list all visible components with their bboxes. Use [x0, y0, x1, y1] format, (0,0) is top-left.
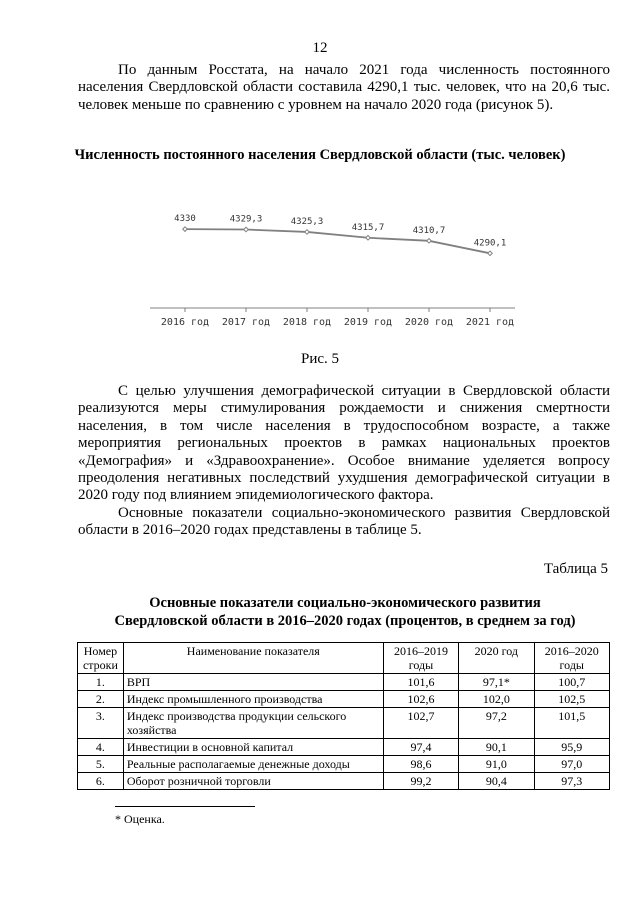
data-point	[488, 251, 493, 256]
value-2020: 97,2	[459, 708, 534, 739]
data-label: 4330	[174, 214, 196, 225]
value-2016-2020: 100,7	[534, 674, 609, 691]
table-row	[78, 691, 610, 708]
value-2016-2019: 99,2	[383, 773, 458, 790]
indicators-table	[77, 642, 610, 790]
table-title	[0, 594, 640, 630]
figure-caption: Рис. 5	[300, 351, 340, 367]
data-label: 4325,3	[290, 216, 324, 227]
header-row-number: Номер строки	[78, 643, 124, 674]
row-number: 3.	[78, 708, 124, 739]
value-2016-2019: 102,6	[383, 691, 458, 708]
indicator-name: Индекс производства продукции сельского хозяйства	[123, 708, 383, 739]
x-tick-label: 2020 год	[404, 317, 454, 328]
footnote-divider	[115, 806, 255, 807]
table-title-line-1: Основные показатели социально-экономического развития	[149, 595, 541, 611]
data-point	[366, 236, 371, 241]
value-2016-2020: 95,9	[534, 739, 609, 756]
data-label: 4290,1	[473, 238, 507, 249]
row-number: 1.	[78, 674, 124, 691]
value-2016-2019: 98,6	[383, 756, 458, 773]
header-2016-2020: 2016–2020 годы	[534, 643, 609, 674]
value-2016-2020: 97,3	[534, 773, 609, 790]
footnote: * Оценка.	[115, 812, 165, 826]
header-2016-2019: 2016–2019 годы	[383, 643, 458, 674]
chart-title: Численность постоянного населения Свердловской области (тыс. человек)	[74, 147, 566, 163]
table-reference-paragraph: Основные показатели социально-экономического развития Свердловской области в 2016–2020 годах представлены в таблице 5.	[78, 505, 610, 539]
value-2020: 90,1	[459, 739, 534, 756]
value-2016-2020: 102,5	[534, 691, 609, 708]
value-2016-2020: 101,5	[534, 708, 609, 739]
table-row	[78, 773, 610, 790]
page-number: 12	[312, 40, 328, 56]
x-tick-label: 2016 год	[160, 317, 210, 328]
table-label: Таблица 5	[543, 561, 608, 577]
indicator-name: Инвестиции в основной капитал	[123, 739, 383, 756]
table-row	[78, 739, 610, 756]
indicator-name: ВРП	[123, 674, 383, 691]
indicator-name: Реальные располагаемые денежные доходы	[123, 756, 383, 773]
value-2016-2020: 97,0	[534, 756, 609, 773]
demography-paragraph: С целью улучшения демографической ситуации в Свердловской области реализуются меры стимулирования рождаемости и снижения смертности населения, в том числе населения в трудоспособном возрасте, а также мероприятия региональных проектов в рамках национальных проектов «Демография» и «Здравоохранение». Особое внимание уделяется вопросу преодоления негативных последствий ухудшения демографической ситуации в 2020 году под влиянием эпидемиологического фактора.	[78, 383, 610, 504]
table-row	[78, 756, 610, 773]
value-2020: 102,0	[459, 691, 534, 708]
x-tick-label: 2017 год	[221, 317, 271, 328]
row-number: 5.	[78, 756, 124, 773]
value-2020: 90,4	[459, 773, 534, 790]
value-2020: 91,0	[459, 756, 534, 773]
table-title-line-2: Свердловской области в 2016–2020 годах (процентов, в среднем за год)	[114, 613, 576, 629]
data-label: 4329,3	[229, 214, 263, 225]
value-2016-2019: 102,7	[383, 708, 458, 739]
x-tick-label: 2021 год	[465, 317, 515, 328]
header-2020: 2020 год	[459, 643, 534, 674]
indicator-name: Индекс промышленного производства	[123, 691, 383, 708]
value-2020: 97,1*	[459, 674, 534, 691]
row-number: 4.	[78, 739, 124, 756]
data-point	[244, 227, 249, 232]
intro-paragraph: По данным Росстата, на начало 2021 года численность постоянного населения Свердловской области составила 4290,1 тыс. человек, что на 20,6 тыс. человек меньше по сравнению с уровнем на начало 2020 года (рисунок 5).	[78, 62, 610, 113]
header-indicator-name: Наименование показателя	[123, 643, 383, 674]
data-label: 4310,7	[412, 225, 446, 236]
row-number: 2.	[78, 691, 124, 708]
indicator-name: Оборот розничной торговли	[123, 773, 383, 790]
table-row	[78, 708, 610, 739]
x-tick-label: 2018 год	[282, 317, 332, 328]
table-row	[78, 674, 610, 691]
value-2016-2019: 97,4	[383, 739, 458, 756]
data-label: 4315,7	[351, 222, 385, 233]
data-point	[183, 227, 188, 232]
data-point	[427, 239, 432, 244]
table-header-row	[78, 643, 610, 674]
value-2016-2019: 101,6	[383, 674, 458, 691]
row-number: 6.	[78, 773, 124, 790]
x-tick-label: 2019 год	[343, 317, 393, 328]
population-line-chart	[140, 190, 520, 340]
data-point	[305, 230, 310, 235]
